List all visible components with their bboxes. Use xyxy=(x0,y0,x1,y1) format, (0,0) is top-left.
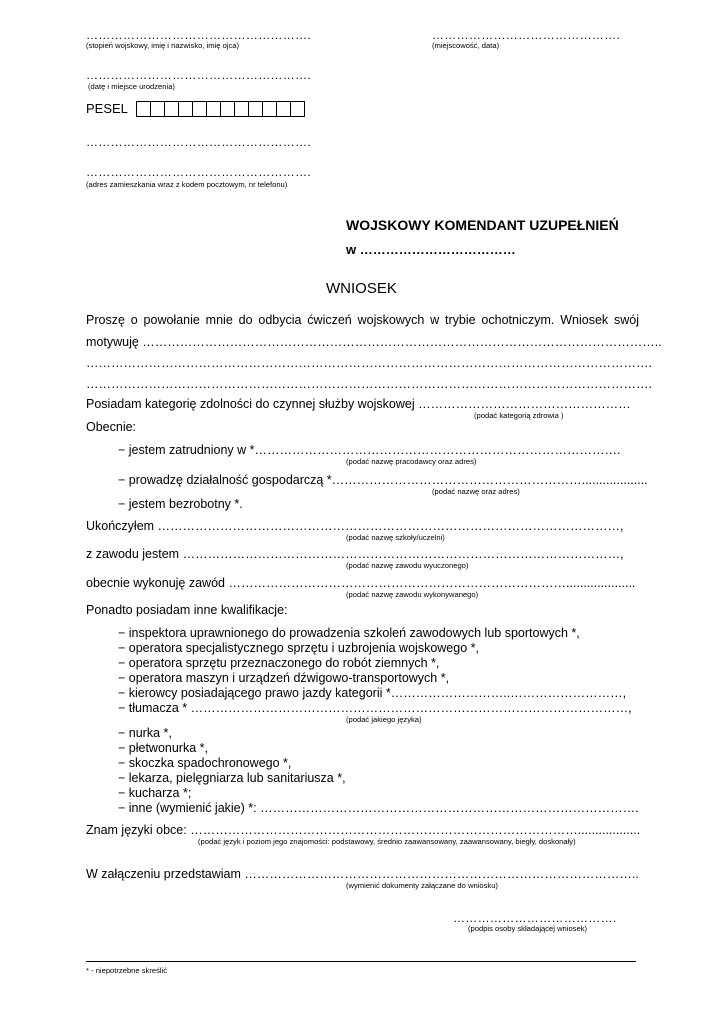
place-dots: ………………………………………. xyxy=(432,28,621,42)
unemployed-line: − jestem bezrobotny *. xyxy=(118,497,243,511)
current-job-line: obecnie wykonuję zawód ……………………………………………………………………….................... xyxy=(86,576,636,590)
pesel-digit-box xyxy=(192,101,207,117)
category-caption: (podać kategorią zdrowia ) xyxy=(474,411,564,420)
name-dots: ………………………………………………. xyxy=(86,28,312,42)
translator-caption: (podać jakiego języka) xyxy=(346,715,422,724)
currently-label: Obecnie: xyxy=(86,420,137,434)
graduated-caption: (podać nazwę szkoły/uczelni) xyxy=(346,533,445,542)
pesel-digit-box xyxy=(220,101,235,117)
qualification-item: − tłumacza * ……………………………………………………………………………………………, xyxy=(118,701,632,715)
dots-line2: ………………………………………………………………………………………………………………………. xyxy=(86,377,652,391)
addressee-line1: WOJSKOWY KOMENDANT UZUPEŁNIEŃ xyxy=(346,217,619,233)
pesel-digit-box xyxy=(290,101,305,117)
signature-caption: (podpis osoby składającej wniosek) xyxy=(468,924,588,933)
place-caption: (miejscowość, data) xyxy=(432,41,500,50)
qualification-item: − płetwonurka *, xyxy=(118,741,208,755)
pesel-digit-box xyxy=(164,101,179,117)
qualification-item: − operatora maszyn i urządzeń dźwigowo-transportowych *, xyxy=(118,671,450,685)
footnote: * - niepotrzebne skreślić xyxy=(86,966,168,975)
pesel-digit-box xyxy=(262,101,277,117)
languages-caption: (podać język i poziom jego znajomości: podstawowy, średnio zaawansowany, zaawansowany, biegły, doskonały) xyxy=(198,837,576,846)
employed-line: − jestem zatrudniony w *……………………………………………………………………………. xyxy=(118,443,621,457)
address-dots-1: ………………………………………………. xyxy=(86,135,312,149)
qualification-item: − kucharza *; xyxy=(118,786,192,800)
profession-caption: (podać nazwę zawodu wyuczonego) xyxy=(346,561,469,570)
document-title: WNIOSEK xyxy=(326,280,397,297)
business-line: − prowadzę działalność gospodarczą *……………………………………………………................... xyxy=(118,473,648,487)
pesel-digit-box xyxy=(248,101,263,117)
qualification-item: − lekarza, pielęgniarza lub sanitariusza *, xyxy=(118,771,346,785)
addressee-line2: w ……………………………… xyxy=(346,242,516,257)
qualification-item: − inne (wymienić jakie) *: ………………………………………………………………………………. xyxy=(118,801,639,815)
pesel-digit-box xyxy=(206,101,221,117)
employed-caption: (podać nazwę pracodawcy oraz adres) xyxy=(346,457,477,466)
footnote-divider xyxy=(86,961,636,962)
pesel-digit-box xyxy=(276,101,291,117)
dots-line1: ………………………………………………………………………………………………………………………. xyxy=(86,356,652,370)
pesel-digit-box xyxy=(234,101,249,117)
graduated-line: Ukończyłem …………………………………………………………………………………………………, xyxy=(86,519,624,533)
qualification-item: − skoczka spadochronowego *, xyxy=(118,756,292,770)
qualifications-label: Ponadto posiadam inne kwalifikacje: xyxy=(86,603,288,617)
category-line: Posiadam kategorię zdolności do czynnej służby wojskowej …………………………………………… xyxy=(86,397,631,411)
attachments-line: W załączeniu przedstawiam ………………………………………………………………………………….. xyxy=(86,867,639,881)
qualification-item: − kierowcy posiadającego prawo jazdy kategorii *………………………..………………………, xyxy=(118,686,627,700)
signature-dots: …………………………………. xyxy=(453,911,617,925)
pesel-label: PESEL xyxy=(86,101,128,116)
address-caption: (adres zamieszkania wraz z kodem pocztowym, nr telefonu) xyxy=(86,180,288,189)
attachments-caption: (wymienić dokumenty załączane do wniosku) xyxy=(346,881,498,890)
languages-line: Znam języki obce: ………………………………………………………………………………….................. xyxy=(86,823,641,837)
birth-dots: ………………………………………………. xyxy=(86,68,312,82)
pesel-digit-box xyxy=(178,101,193,117)
birth-caption: (datę i miejsce urodzenia) xyxy=(88,82,175,91)
qualification-item: − operatora specjalistycznego sprzętu i uzbrojenia wojskowego *, xyxy=(118,641,479,655)
intro-line1: Proszę o powołanie mnie do odbycia ćwiczeń wojskowych w trybie ochotniczym. Wniosek swój xyxy=(86,313,639,327)
address-dots-2: ………………………………………………. xyxy=(86,165,312,179)
business-caption: (podać nazwę oraz adres) xyxy=(432,487,520,496)
qualification-item: − inspektora uprawnionego do prowadzenia szkoleń zawodowych lub sportowych *, xyxy=(118,626,580,640)
qualification-item: − operatora sprzętu przeznaczonego do robót ziemnych *, xyxy=(118,656,440,670)
pesel-boxes xyxy=(136,101,305,117)
pesel-digit-box xyxy=(136,101,151,117)
intro-line2: motywuję …………………………………………………………………………………………………………….. xyxy=(86,335,662,349)
pesel-digit-box xyxy=(150,101,165,117)
current-job-caption: (podać nazwę zawodu wykonywanego) xyxy=(346,590,479,599)
qualification-item: − nurka *, xyxy=(118,726,172,740)
profession-line: z zawodu jestem ……………………………………………………………………………………………, xyxy=(86,547,624,561)
name-caption: (stopień wojskowy, imię i nazwisko, imię ojca) xyxy=(86,41,240,50)
